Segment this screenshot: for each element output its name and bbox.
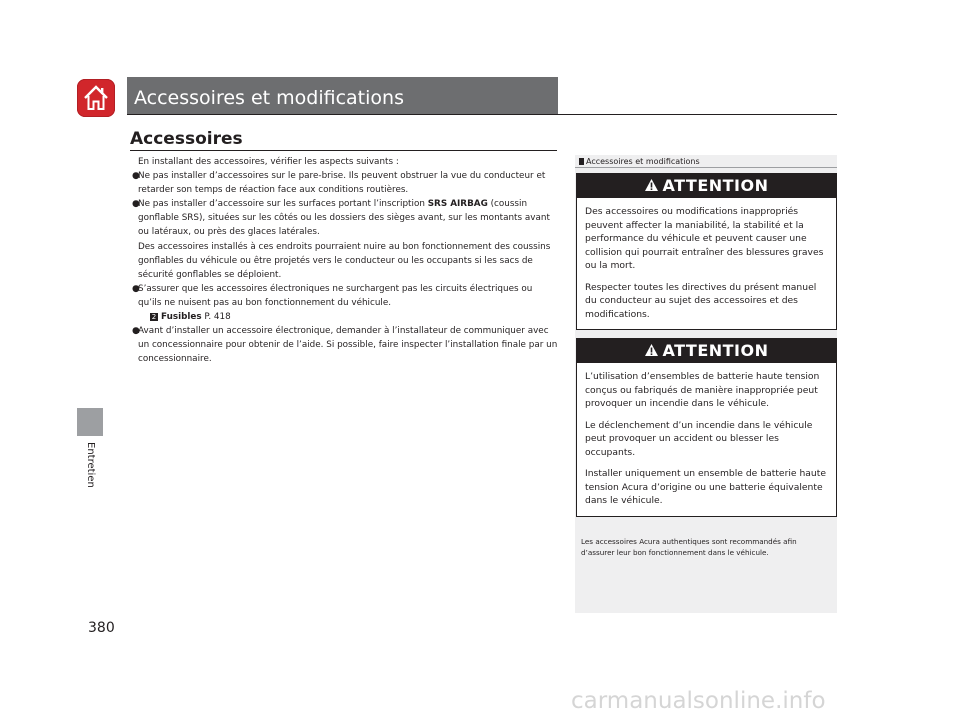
attention-heading-text: ATTENTION [662, 341, 769, 360]
attention-paragraph: Installer uniquement un ensemble de batterie haute tension Acura d’origine ou une batterie équivalente dans le véhicule. [585, 468, 827, 506]
attention-heading [577, 174, 836, 198]
sidebar-note: Les accessoires Acura authentiques sont recommandés afin d’assurer leur bon fonctionnement dans le véhicule. [581, 537, 797, 557]
list-item-continuation: Des accessoires installés à ces endroits pourraient nuire au bon fonctionnement des coussins gonflables du véhicule ou être projetés vers le conducteur ou les occupants si les sacs de sécurité gonflables se déploient. [138, 241, 551, 280]
attention-heading-text: ATTENTION [662, 176, 769, 195]
warning-triangle-icon [644, 178, 659, 192]
list-item [132, 282, 558, 324]
list-item-text: Ne pas installer d’accessoire sur les surfaces portant l’inscription [138, 199, 428, 210]
page-number: 380 [88, 620, 115, 636]
srs-airbag-label: SRS AIRBAG [427, 199, 488, 210]
bullet-icon: ● [132, 171, 140, 182]
cross-reference-link[interactable] [138, 310, 558, 324]
bullet-icon: ● [132, 326, 140, 337]
reference-page: P. 418 [201, 312, 231, 323]
bullet-icon: ● [132, 283, 140, 294]
chapter-header [127, 77, 558, 114]
side-tab-marker[interactable] [77, 408, 103, 436]
list-item [132, 197, 558, 282]
list-item-text: Ne pas installer d’accessoires sur le pare-brise. Ils peuvent obstruer la vue du conducteur et retarder son temps de réaction face aux conditions routières. [138, 171, 546, 196]
sidebar-divider [575, 167, 837, 168]
attention-body [577, 363, 836, 516]
section-divider [130, 150, 557, 151]
sidebar-marker-icon [579, 158, 584, 165]
list-item [132, 324, 558, 366]
list-item-text: (coussin gonflable SRS), situées sur les côtés ou les dossiers des sièges avant, sur les montants avant ou latéraux, ou près des glaces latérales. [138, 199, 550, 238]
watermark: carmanualsonline.info [571, 688, 826, 714]
attention-paragraph: L’utilisation d’ensembles de batterie haute tension conçus ou fabriqués de manière inappropriée peut provoquer un incendie dans le véhicule. [585, 371, 820, 409]
attention-box [576, 173, 837, 330]
home-button[interactable] [77, 79, 115, 117]
home-icon [82, 84, 110, 112]
attention-paragraph: Respecter toutes les directives du présent manuel du conducteur au sujet des accessoires et des modifications. [585, 281, 817, 320]
attention-paragraph: Des accessoires ou modifications inappropriés peuvent affecter la maniabilité, la stabilité et la performance du véhicule et peuvent causer une collision qui pourrait entraîner des blessures graves ou la mort. [585, 206, 824, 271]
reference-label: Fusibles [161, 312, 202, 323]
sidebar-title [579, 157, 700, 166]
sidebar-notes [575, 155, 837, 613]
attention-body [577, 198, 836, 329]
header-divider [127, 114, 837, 115]
intro-text: En installant des accessoires, vérifier les aspects suivants : [138, 157, 399, 167]
reference-arrow-icon: 2 [151, 313, 157, 322]
section-title: Accessoires [130, 129, 243, 149]
sidebar-title-text: Accessoires et modifications [586, 157, 700, 166]
side-tab-label: Entretien [85, 442, 96, 488]
list-item-text: Avant d’installer un accessoire électronique, demander à l’installateur de communiquer avec un concessionnaire pour obtenir de l’aide. Si possible, faire inspecter l’installation finale par un concessionnaire. [138, 326, 558, 365]
attention-paragraph: Le déclenchement d’un incendie dans le véhicule peut provoquer un accident ou blesser les occupants. [585, 419, 813, 458]
bullet-icon: ● [132, 199, 140, 210]
list-item-text: S’assurer que les accessoires électroniques ne surchargent pas les circuits électriques ou qu’ils ne nuisent pas au bon fonctionnement du véhicule. [138, 283, 533, 308]
attention-box [576, 338, 837, 517]
attention-heading [577, 339, 836, 363]
body-text [132, 155, 558, 366]
list-item [132, 169, 558, 197]
chapter-title: Accessoires et modifications [134, 87, 404, 109]
warning-triangle-icon [644, 343, 659, 357]
